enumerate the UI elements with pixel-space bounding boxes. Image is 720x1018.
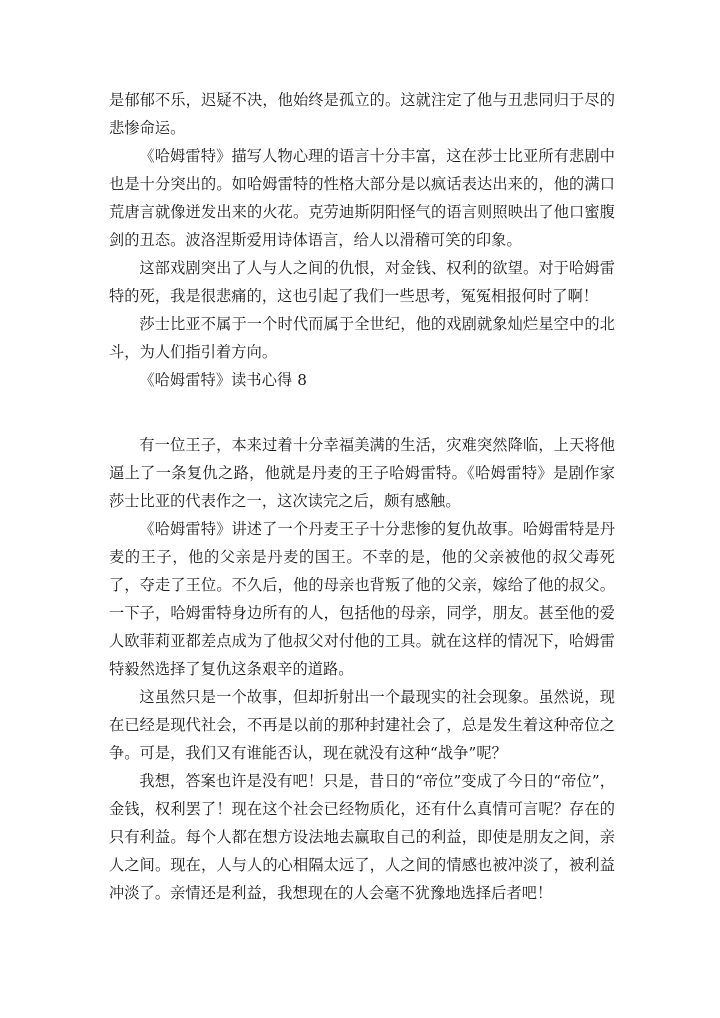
paragraph-social-reflection: 这虽然只是一个故事，但却折射出一个最现实的社会现象。虽然说，现在已经是现代社会，不再是以前的那种封建社会了，总是发生着这种帝位之争。可是，我们又有谁能否认，现在就没有这种“战争”呢？ bbox=[109, 688, 615, 762]
section-title: 《哈姆雷特》读书心得 8 bbox=[139, 371, 307, 389]
section-spacer bbox=[109, 394, 615, 431]
paragraph-conclusion: 我想，答案也许是没有吧！只是，昔日的“帝位”变成了今日的“帝位”，金钱，权利罢了！现在这个社会已经物质化，还有什么真情可言呢？存在的只有利益。每个人都在想方设法地去赢取自己的利益，即使是朋友之间，亲人之间。现在，人与人的心相隔太远了，人之间的情感也被冲淡了，被利益冲淡了。亲情还是利益，我想现在的人会毫不犹豫地选择后者吧！ bbox=[109, 772, 615, 902]
paragraph-language-analysis: 《哈姆雷特》描写人物心理的语言十分丰富，这在莎士比亚所有悲剧中也是十分突出的。如哈姆雷特的性格大部分是以疯话表达出来的，他的满口荒唐言就像迸发出来的火花。克劳迪斯阴阳怪气的语言则照映出了他口蜜腹剑的丑态。波洛涅斯爱用诗体语言，给人以滑稽可笑的印象。 bbox=[109, 147, 615, 249]
paragraph-intro: 有一位王子，本来过着十分幸福美满的生活，灾难突然降临，上天将他逼上了一条复仇之路，他就是丹麦的王子哈姆雷特。《哈姆雷特》是剧作家莎士比亚的代表作之一，这次读完之后，颇有感触。 bbox=[109, 436, 615, 510]
document-body bbox=[109, 86, 615, 907]
paragraph-continuation: 是郁郁不乐，迟疑不决，他始终是孤立的。这就注定了他与丑悲同归于尽的悲惨命运。 bbox=[109, 91, 615, 137]
paragraph-shakespeare-legacy: 莎士比亚不属于一个时代而属于全世纪，他的戏剧就象灿烂星空中的北斗，为人们指引着方向。 bbox=[109, 315, 615, 361]
paragraph-plot-summary: 《哈姆雷特》讲述了一个丹麦王子十分悲惨的复仇故事。哈姆雷特是丹麦的王子，他的父亲是丹麦的国王。不幸的是，他的父亲被他的叔父毒死了，夺走了王位。不久后，他的母亲也背叛了他的父亲，嫁给了他的叔父。一下子，哈姆雷特身边所有的人，包括他的母亲，同学，朋友。甚至他的爱人欧菲莉亚都差点成为了他叔父对付他的工具。就在这样的情况下，哈姆雷特毅然选择了复仇这条艰辛的道路。 bbox=[109, 520, 615, 678]
paragraph-hatred-theme: 这部戏剧突出了人与人之间的仇恨，对金钱、权利的欲望。对于哈姆雷特的死，我是很悲痛的，这也引起了我们一些思考，冤冤相报何时了啊！ bbox=[109, 259, 615, 305]
